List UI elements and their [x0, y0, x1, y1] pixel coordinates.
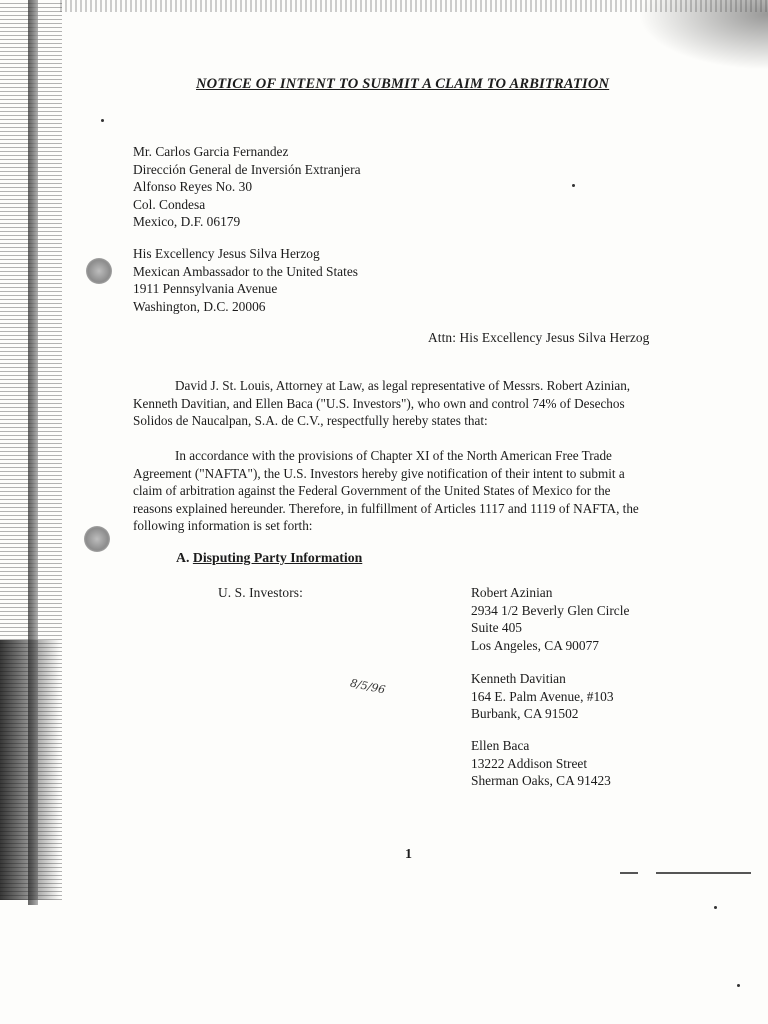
- paragraph-line: reasons explained hereunder. Therefore, in fulfillment of Articles 1117 and 1119 of NAFTA, the: [133, 500, 639, 516]
- investor-entry: [471, 737, 611, 790]
- scan-mark: [620, 872, 638, 874]
- scan-shadow-left: [0, 640, 60, 900]
- paragraph-line: Solidos de Naucalpan, S.A. de C.V., respectfully hereby states that:: [133, 413, 488, 429]
- investor-address-line: Burbank, CA 91502: [471, 706, 579, 722]
- punch-hole-icon: [84, 526, 110, 552]
- section-letter: A.: [176, 550, 190, 565]
- paragraph-line: following information is set forth:: [133, 518, 313, 534]
- address-line: Dirección General de Inversión Extranjera: [133, 161, 361, 177]
- investors-label: U. S. Investors:: [218, 585, 303, 600]
- scan-speck: [714, 906, 717, 909]
- paragraph-line: David J. St. Louis, Attorney at Law, as legal representative of Messrs. Robert Azinian,: [175, 378, 631, 393]
- investor-entry: [471, 670, 614, 723]
- investor-address-line: 2934 1/2 Beverly Glen Circle: [471, 602, 630, 618]
- address-line: Mr. Carlos Garcia Fernandez: [133, 144, 289, 159]
- punch-hole-icon: [86, 258, 112, 284]
- scan-mark: [656, 872, 751, 874]
- investor-name: Ellen Baca: [471, 738, 530, 753]
- address-line: His Excellency Jesus Silva Herzog: [133, 246, 320, 261]
- investor-address-line: 13222 Addison Street: [471, 755, 588, 771]
- investor-address-line: Los Angeles, CA 90077: [471, 637, 599, 653]
- recipient-address-1: [133, 143, 361, 231]
- address-line: Mexico, D.F. 06179: [133, 214, 241, 230]
- address-line: 1911 Pennsylvania Avenue: [133, 281, 278, 297]
- paragraph-notification: [133, 447, 639, 535]
- scan-speck: [572, 184, 575, 187]
- page-number: 1: [405, 847, 412, 862]
- paragraph-line: claim of arbitration against the Federal Government of the United States of Mexico for the: [133, 483, 611, 499]
- scan-speck: [737, 984, 740, 987]
- address-line: Mexican Ambassador to the United States: [133, 263, 358, 279]
- investor-name: Robert Azinian: [471, 585, 553, 600]
- paragraph-line: In accordance with the provisions of Chapter XI of the North American Free Trade: [175, 448, 612, 463]
- paragraph-introduction: [133, 377, 630, 430]
- paragraph-line: Agreement ("NAFTA"), the U.S. Investors hereby give notification of their intent to submit a: [133, 465, 625, 481]
- section-heading: [176, 550, 362, 566]
- investor-name: Kenneth Davitian: [471, 671, 566, 686]
- investor-address-line: Suite 405: [471, 620, 522, 636]
- recipient-address-2: [133, 245, 358, 315]
- address-line: Alfonso Reyes No. 30: [133, 179, 253, 195]
- handwritten-initials: 8/5/96: [349, 676, 387, 697]
- investor-entry: [471, 584, 629, 654]
- address-line: Col. Condesa: [133, 196, 206, 212]
- attention-line: Attn: His Excellency Jesus Silva Herzog: [428, 330, 650, 345]
- scan-speck: [101, 119, 104, 122]
- address-line: Washington, D.C. 20006: [133, 298, 266, 314]
- scan-corner-shadow: [638, 0, 768, 70]
- section-title: Disputing Party Information: [192, 550, 363, 565]
- document-title: NOTICE OF INTENT TO SUBMIT A CLAIM TO ARBITRATION: [196, 76, 610, 92]
- paragraph-line: Kenneth Davitian, and Ellen Baca ("U.S. Investors"), who own and control 74% of Desechos: [133, 395, 625, 411]
- investor-address-line: 164 E. Palm Avenue, #103: [471, 688, 614, 704]
- investor-address-line: Sherman Oaks, CA 91423: [471, 773, 611, 789]
